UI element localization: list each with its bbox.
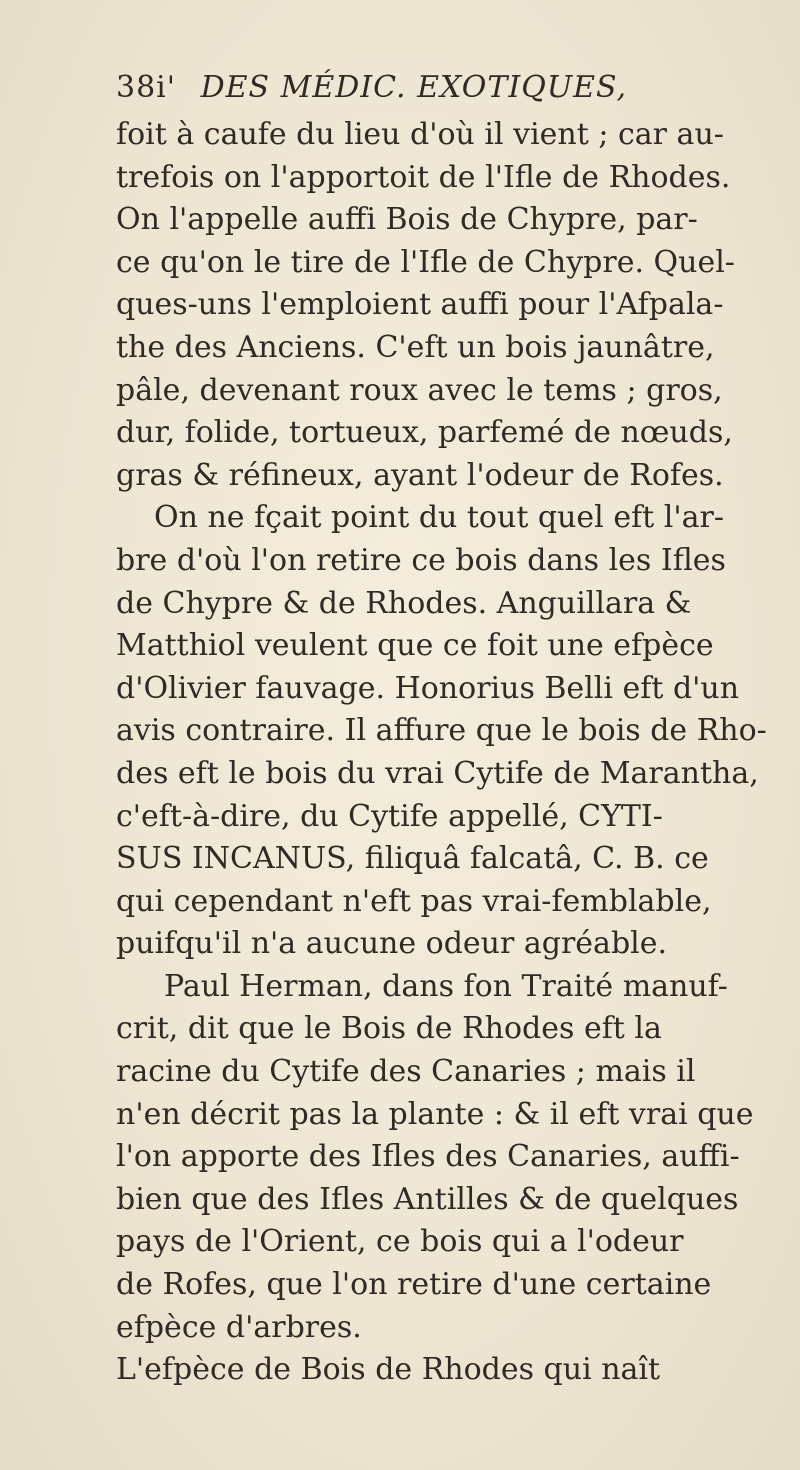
body-text	[116, 114, 776, 1392]
text-line: ques-uns l'emploient auffi pour l'Afpala-	[116, 287, 724, 323]
text-line: c'eft-à-dire, du Cytife appellé, CYTI-	[116, 798, 663, 834]
text-line: ce qu'on le tire de l'Ifle de Chypre. Quel-	[116, 244, 735, 280]
running-header	[116, 70, 756, 106]
text-line: crit, dit que le Bois de Rhodes eft la	[116, 1011, 662, 1047]
text-line: avis contraire. Il affure que le bois de Rho-	[116, 713, 767, 749]
text-line: efpèce d'arbres.	[116, 1309, 362, 1345]
text-line: dur, folide, tortueux, parfemé de nœuds,	[116, 415, 733, 451]
text-line: de Rofes, que l'on retire d'une certaine	[116, 1267, 712, 1303]
text-line: l'on apporte des Ifles des Canaries, auffi-	[116, 1139, 740, 1175]
running-title: DES MÉDIC. EXOTIQUES,	[200, 70, 628, 105]
text-line: qui cependant n'eft pas vrai-femblable,	[116, 883, 712, 919]
text-line: de Chypre & de Rhodes. Anguillara &	[116, 585, 692, 621]
text-line: foit à caufe du lieu d'où il vient ; car au-	[116, 117, 724, 152]
text-line: pays de l'Orient, ce bois qui a l'odeur	[116, 1224, 684, 1260]
text-line: gras & réfineux, ayant l'odeur de Rofes.	[116, 457, 724, 493]
paragraph-start-line: On ne fçait point du tout quel eft l'ar-	[154, 500, 724, 536]
text-line: On l'appelle auffi Bois de Chypre, par-	[116, 202, 698, 238]
text-line: n'en décrit pas la plante : & il eft vrai que	[116, 1096, 754, 1132]
text-line: puifqu'il n'a aucune odeur agréable.	[116, 926, 668, 962]
page-number: 38i'	[116, 70, 177, 105]
text-line: Matthiol veulent que ce foit une efpèce	[116, 628, 714, 664]
text-line: trefois on l'apportoit de l'Ifle de Rhodes.	[116, 159, 731, 195]
text-line: d'Olivier fauvage. Honorius Belli eft d'un	[116, 670, 740, 706]
text-line: bre d'où l'on retire ce bois dans les Ifles	[116, 542, 726, 578]
text-line: pâle, devenant roux avec le tems ; gros,	[116, 372, 723, 408]
text-line: des eft le bois du vrai Cytife de Marantha,	[116, 755, 759, 791]
text-line: the des Anciens. C'eft un bois jaunâtre,	[116, 329, 715, 365]
text-line: racine du Cytife des Canaries ; mais il	[116, 1054, 696, 1090]
text-line: SUS INCANUS, filiquâ falcatâ, C. B. ce	[116, 841, 709, 877]
paragraph-start-line: Paul Herman, dans fon Traité manuf-	[164, 968, 728, 1004]
text-line: L'efpèce de Bois de Rhodes qui naît	[116, 1352, 661, 1388]
text-line: bien que des Ifles Antilles & de quelques	[116, 1181, 739, 1217]
